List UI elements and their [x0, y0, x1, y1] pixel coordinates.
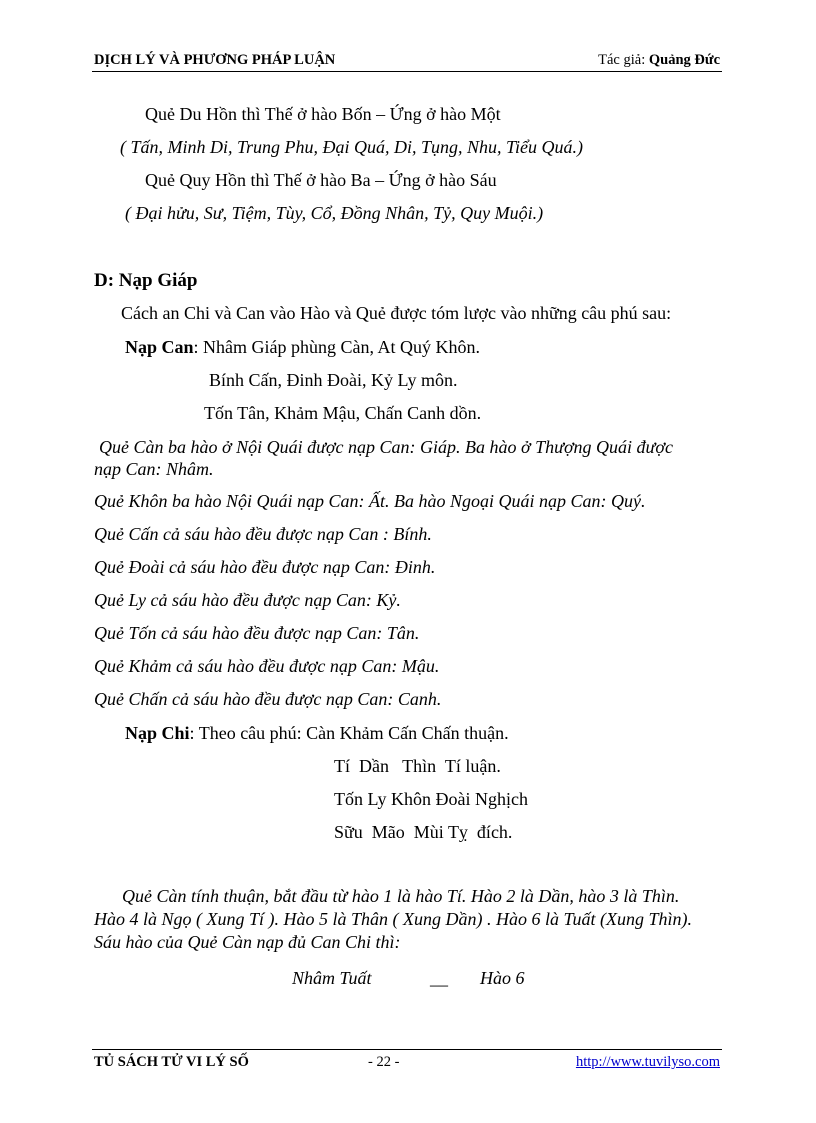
- intro-text: Cách an Chi và Can vào Hào và Quẻ được tóm lược vào những câu phú sau:: [121, 303, 672, 323]
- author-prefix: Tác giả:: [598, 52, 649, 68]
- last-can: Nhâm Tuất: [292, 968, 372, 988]
- can-line-1b: nạp Can: Nhâm.: [94, 459, 214, 479]
- nap-can-text-1: : Nhâm Giáp phùng Càn, At Quý Khôn.: [193, 337, 481, 357]
- nap-chi-text-1: : Theo câu phú: Càn Khảm Cấn Chấn thuận.: [189, 723, 509, 743]
- can-line-7: Quẻ Khảm cả sáu hào đều được nạp Can: Mậu.: [94, 656, 440, 676]
- nap-can-line-3: Tốn Tân, Khảm Mậu, Chấn Canh dồn.: [204, 403, 482, 423]
- can-line-5: Quẻ Ly cả sáu hào đều được nạp Can: Kỷ.: [94, 590, 401, 610]
- can-line-4: Quẻ Đoài cả sáu hào đều được nạp Can: Đinh.: [94, 557, 436, 577]
- para-line-1: Quẻ Càn tính thuận, bắt đầu từ hào 1 là hào Tí. Hào 2 là Dần, hào 3 là Thìn.: [122, 886, 680, 906]
- nap-can-line-2: Bính Cấn, Đinh Đoài, Kỷ Ly môn.: [209, 370, 458, 390]
- header-author: [598, 52, 720, 69]
- can-line-1: Quẻ Càn ba hào ở Nội Quái được nạp Can: Giáp. Ba hào ở Thượng Quái được: [99, 437, 673, 457]
- can-line-2: Quẻ Khôn ba hào Nội Quái nạp Can: Ất. Ba hào Ngoại Quái nạp Can: Quý.: [94, 491, 646, 511]
- author-name: Quảng Đức: [648, 52, 720, 68]
- section-title: D: Nạp Giáp: [94, 270, 198, 291]
- du-hon-line: Quẻ Du Hồn thì Thế ở hào Bốn – Ứng ở hào Một: [145, 104, 501, 124]
- can-line-3: Quẻ Cấn cả sáu hào đều được nạp Can : Bính.: [94, 524, 432, 544]
- last-dash: __: [430, 968, 448, 988]
- page-number: - 22 -: [368, 1054, 400, 1070]
- can-line-8: Quẻ Chấn cả sáu hào đều được nạp Can: Canh.: [94, 689, 442, 709]
- para-line-3: Sáu hào của Quẻ Càn nạp đủ Can Chi thì:: [94, 932, 401, 952]
- du-hon-list: ( Tấn, Minh Di, Trung Phu, Đại Quá, Di, Tụng, Nhu, Tiểu Quá.): [120, 137, 584, 157]
- nap-can-label: Nạp Can: [125, 337, 194, 357]
- can-line-6: Quẻ Tốn cả sáu hào đều được nạp Can: Tân.: [94, 623, 420, 643]
- footer-link[interactable]: http://www.tuvilyso.com: [575, 1054, 720, 1070]
- quy-hon-list: ( Đại hửu, Sư, Tiệm, Tùy, Cổ, Đồng Nhân, Tỷ, Quy Muội.): [125, 203, 544, 223]
- header-title: DỊCH LÝ VÀ PHƯƠNG PHÁP LUẬN: [94, 52, 336, 68]
- nap-chi-label: Nạp Chi: [125, 723, 190, 743]
- last-hao: Hào 6: [480, 968, 525, 988]
- footer-rule: [92, 1049, 722, 1050]
- nap-chi-line-1: [125, 723, 509, 743]
- header-rule: [92, 71, 722, 72]
- footer-left: TỦ SÁCH TỬ VI LÝ SỐ: [94, 1054, 249, 1070]
- nap-chi-line-2: Tí Dần Thìn Tí luận.: [334, 756, 501, 776]
- quy-hon-line: Quẻ Quy Hồn thì Thế ở hào Ba – Ứng ở hào Sáu: [145, 170, 497, 190]
- nap-chi-line-3: Tốn Ly Khôn Đoài Nghịch: [334, 789, 528, 809]
- para-line-2: Hào 4 là Ngọ ( Xung Tí ). Hào 5 là Thân ( Xung Dần) . Hào 6 là Tuất (Xung Thìn).: [94, 909, 693, 929]
- nap-can-line-1: [125, 337, 480, 357]
- nap-chi-line-4: Sữu Mão Mùi Tỵ đích.: [334, 822, 513, 842]
